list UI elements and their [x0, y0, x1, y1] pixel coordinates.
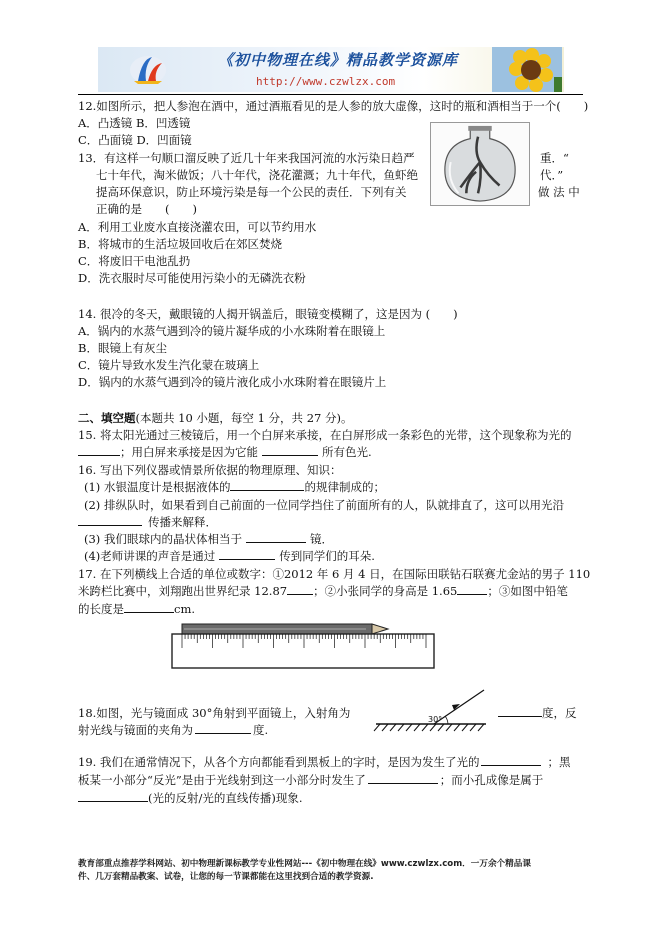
q14-option-a: A．锅内的水蒸气遇到冷的镜片凝华成的小水珠附着在眼镜上 [78, 324, 386, 338]
q18-blank-2[interactable] [195, 722, 251, 734]
section-note: (本题共 10 小题，每空 1 分，共 27 分)。 [135, 411, 353, 425]
q18-line2: 射光线与镜面的夹角为 度. [78, 723, 269, 737]
q15-blank-1[interactable] [78, 444, 120, 456]
q17-blank-1[interactable] [287, 583, 313, 595]
q16-item-2: (2) 排纵队时，如果看到自己前面的一位同学挡住了前面所有的人，队就排直了，这可以用光沿 [84, 498, 564, 512]
site-title: 《初中物理在线》精品教学资源库 [218, 51, 459, 69]
q17-line1: 17. 在下列横线上合适的单位或数字：①2012 年 6 月 4 日，在国际田联钻石联赛尤金站的男子 110 [78, 567, 591, 581]
ginseng-wine-jar-figure [430, 122, 530, 206]
q18-blank-1[interactable] [498, 705, 542, 717]
angle-label: 30° [428, 715, 443, 724]
q13-option-b: B．将城市的生活垃圾回收后在郊区焚烧 [78, 237, 282, 251]
q14-option-d: D．锅内的水蒸气遇到冷的镜片液化成小水珠附着在眼镜片上 [78, 375, 387, 389]
q15-blank-2[interactable] [262, 444, 318, 456]
footer-line-2: 件、几万套精品教案、试卷，让您的每一节课都能在这里找到合适的教学资源. [78, 872, 374, 882]
q13-option-a: A．利用工业废水直接浇灌农田，可以节约用水 [78, 220, 317, 234]
q14-option-c: C．镜片导致水发生汽化蒙在玻璃上 [78, 358, 260, 372]
q13-line4: 正确的是 ( ) [96, 202, 197, 216]
q17-blank-2[interactable] [457, 583, 487, 595]
q16-item-3: (3) 我们眼球内的晶状体相当于 镜． [84, 532, 333, 546]
q15-line2: ；用白屏来承接是因为它能 所有色光. [78, 444, 372, 460]
q16-item-4: (4)老师讲课的声音是通过 传到同学们的耳朵. [84, 549, 375, 563]
plane-mirror-figure [370, 688, 496, 734]
site-logo-icon [128, 53, 168, 87]
q16-item-2-cont: 传播来解释． [78, 514, 217, 530]
q19-line1: 19. 我们在通常情况下，从各个方向都能看到黑板上的字时，是因为发生了光的 ；黑 [78, 755, 571, 769]
q14-stem: 14. 很冷的冬天，戴眼镜的人揭开锅盖后，眼镜变模糊了，这是因为 ( ) [78, 307, 458, 321]
q13-line3-end: 做 法 中 [538, 185, 580, 199]
q16-blank-3[interactable] [246, 531, 306, 543]
header-banner [98, 47, 564, 92]
q19-line2: 板某一小部分“反光”是由于光线射到这一小部分时发生了 ；而小孔成像是属于 [78, 773, 544, 787]
q12-stem: 12.如图所示，把人参泡在酒中，通过酒瓶看见的是人参的放大虚像，这时的瓶和酒相当于一个( ) [78, 99, 589, 113]
q16-item-1: (1) 水银温度计是根据液体的 的规律制成的； [84, 480, 385, 494]
q19-blank-2[interactable] [368, 772, 438, 784]
q17-line3: 的长度是 cm. [78, 602, 196, 616]
q16-stem: 16. 写出下列仪器或情景所依据的物理原理、知识： [78, 463, 342, 477]
pencil-ruler-figure [170, 622, 440, 672]
section-heading [78, 410, 353, 426]
q13-option-c: C．将废旧干电池乱扔 [78, 254, 191, 268]
q13-line1-end: 重．“ [540, 151, 569, 165]
site-url[interactable]: http://www.czwlzx.com [256, 75, 396, 88]
q13-line1: 13．有这样一句顺口溜反映了近几十年来我国河流的水污染日趋严 [78, 151, 415, 165]
q15-line1: 15. 将太阳光通过三棱镜后，用一个白屏来承接，在白屏形成一条彩色的光带，这个现象称为光的 [78, 428, 572, 442]
page-footer [78, 858, 588, 884]
q12-options-ab: A．凸透镜 B．凹透镜 [78, 116, 191, 130]
q13-option-d: D．洗衣服时尽可能使用污染小的无磷洗衣粉 [78, 271, 306, 285]
section-title: 二、填空题 [78, 411, 136, 425]
q13-line2: 七十年代，淘米做饭；八十年代，浇花灌溉；九十年代，鱼虾绝 [96, 168, 418, 182]
q16-blank-4[interactable] [219, 548, 275, 560]
header-divider [78, 94, 583, 95]
q19-blank-1[interactable] [481, 754, 541, 766]
q17-line2: 米跨栏比赛中，刘翔跑出世界纪录 12.87 ；②小张同学的身高是 1.65 ；③如图中铅笔 [78, 584, 568, 598]
sunflower-icon [492, 47, 562, 92]
footer-line-1: 教育部重点推荐学科网站、初中物理新课标教学专业性网站---《初中物理在线》www.czwlzx.com．一万余个精品课 [78, 859, 531, 869]
q17-blank-3[interactable] [124, 601, 174, 613]
q16-blank-1[interactable] [230, 479, 304, 491]
pencil-tip [372, 624, 388, 634]
q18-line1-end: 度，反 [498, 705, 577, 721]
ruler-body [172, 634, 434, 668]
q19-blank-3[interactable] [78, 790, 148, 802]
q19-line3: (光的反射/光的直线传播)现象. [78, 790, 303, 806]
q18-line1: 18.如图，光与镜面成 30°角射到平面镜上，入射角为 [78, 706, 351, 720]
q16-blank-2[interactable] [78, 514, 142, 526]
q13-line3: 提高环保意识，防止环境污染是每一个公民的责任．下列有关 [96, 185, 407, 199]
q13-line2-end: 代．” [540, 168, 564, 182]
q14-option-b: B．眼镜上有灰尘 [78, 341, 167, 355]
q12-options-cd: C．凸面镜 D．凹面镜 [78, 133, 192, 147]
